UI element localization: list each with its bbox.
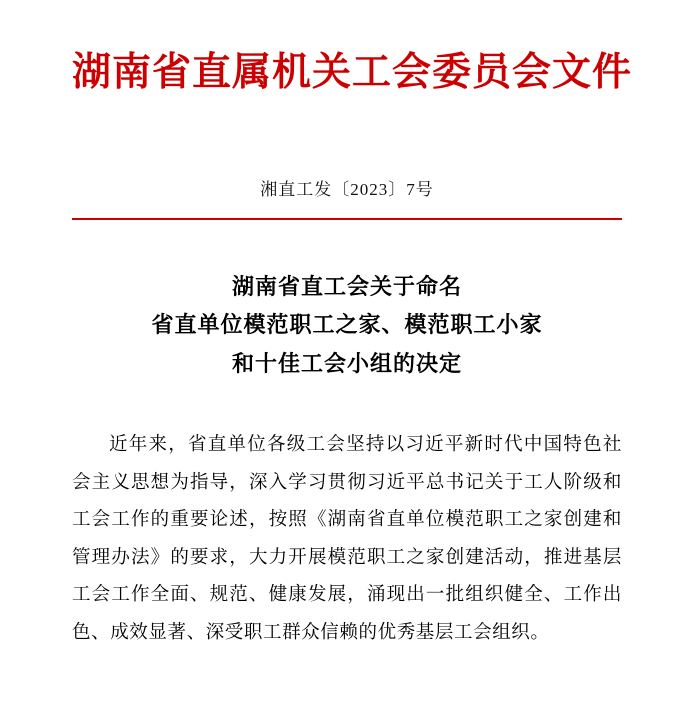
document-title-line-3: 和十佳工会小组的决定	[231, 350, 462, 376]
document-title-line-1: 湖南省直工会关于命名	[231, 273, 462, 299]
document-title-line-2: 省直单位模范职工之家、模范职工小家	[151, 312, 543, 338]
document-title	[72, 268, 622, 384]
document-number: 湘直工发〔2023〕7号	[260, 179, 434, 199]
red-divider-rule	[72, 218, 622, 220]
document-header-title: 湖南省直属机关工会委员会文件	[72, 51, 633, 94]
document-body	[72, 427, 622, 652]
body-paragraph-1: 近年来，省直单位各级工会坚持以习近平新时代中国特色社会主义思想为指导，深入学习贯彻习近平总书记关于工人阶级和工会工作的重要论述，按照《湖南省直单位模范职工之家创建和管理办法》的要求，大力开展模范职工之家创建活动，推进基层工会工作全面、规范、健康发展，涌现出一批组织健全、工作出色、成效显著、深受职工群众信赖的优秀基层工会组织。	[72, 435, 622, 644]
